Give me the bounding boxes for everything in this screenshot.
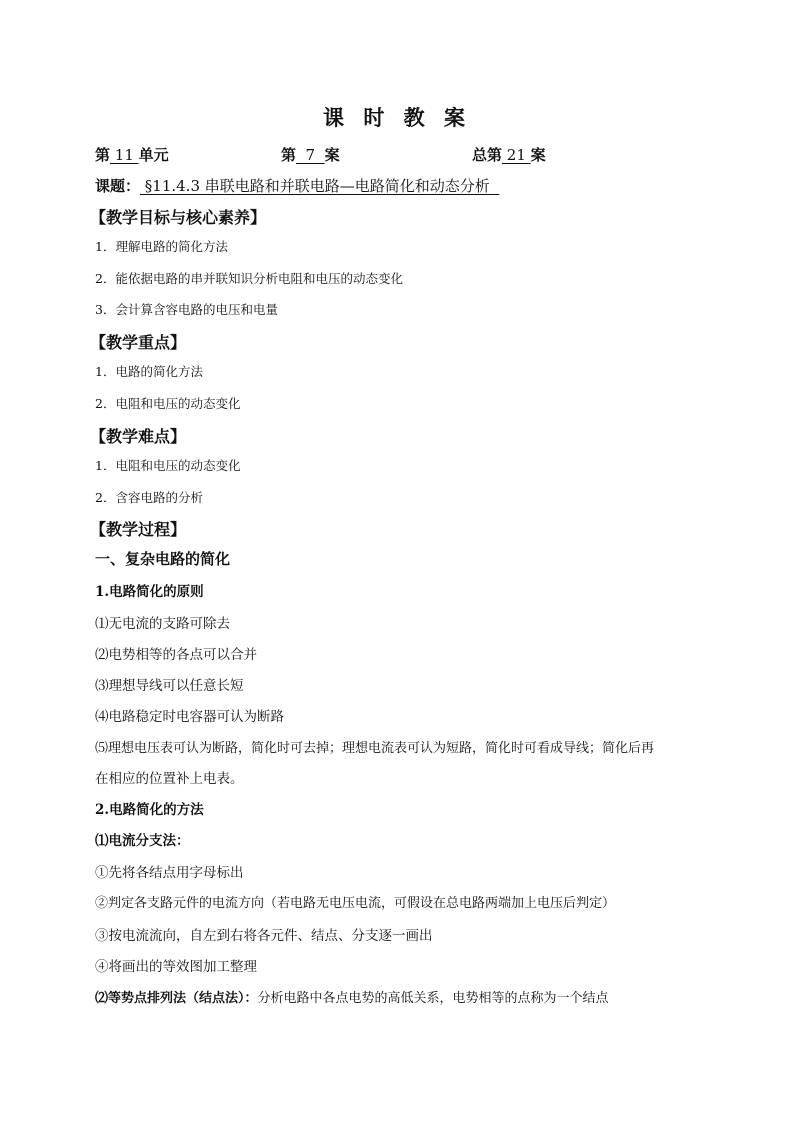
method-2-title: ⑵等势点排列法（结点法）： — [95, 991, 258, 1006]
difficulty-item: 2．含容电路的分析 — [95, 490, 203, 505]
principle-item-continued: 在相应的位置补上电表。 — [95, 771, 244, 787]
lesson-info — [281, 144, 340, 165]
method-1-step: ②判定各支路元件的电流方向（若电路无电压电流，可假设在总电路两端加上电压后判定） — [95, 896, 616, 911]
principle-item: ⑵电势相等的各点可以合并 — [95, 647, 257, 663]
key-point-item: 2．电阻和电压的动态变化 — [95, 396, 241, 411]
goal-item: 2．能依据电路的串并联知识分析电阻和电压的动态变化 — [95, 271, 403, 286]
goal-item: 3．会计算含容电路的电压和电量 — [95, 302, 278, 317]
topic-text: §11.4.3 串联电路和并联电路—电路简化和动态分析 — [140, 177, 500, 195]
total-info — [472, 144, 546, 165]
unit-info — [95, 144, 169, 165]
total-suffix: 案 — [530, 146, 546, 164]
total-number: 21 — [502, 146, 531, 164]
lesson-number: 7 — [296, 146, 325, 164]
lesson-suffix: 案 — [324, 146, 340, 164]
key-point-item: 1．电路的简化方法 — [95, 364, 203, 379]
principle-item: ⑶理想导线可以任意长短 — [95, 678, 244, 694]
lesson-prefix: 第 — [281, 146, 297, 164]
page-title: 课 时 教 案 — [323, 105, 471, 130]
principle-item: ⑷电路稳定时电容器可认为断路 — [95, 709, 284, 725]
method-1-step: ①先将各结点用字母标出 — [95, 865, 244, 881]
total-prefix: 总第 — [472, 146, 503, 164]
principle-item: ⑸理想电压表可认为断路，简化时可去掉；理想电流表可认为短路，简化时可看成导线；简化后再 — [95, 741, 655, 756]
goal-item: 1．理解电路的简化方法 — [95, 239, 228, 254]
methods-title: 2.电路简化的方法 — [95, 802, 204, 818]
goals-heading: 【教学目标与核心素养】 — [90, 208, 267, 227]
process-heading: 【教学过程】 — [90, 520, 187, 539]
method-2-line — [95, 987, 609, 1006]
method-1-step: ③按电流流向，自左到右将各元件、结点、分支逐一画出 — [95, 928, 433, 944]
principles-title: 1.电路简化的原则 — [95, 584, 204, 600]
difficulty-item: 1．电阻和电压的动态变化 — [95, 458, 241, 473]
key-points-heading: 【教学重点】 — [90, 333, 187, 352]
section-1-title: 一、复杂电路的简化 — [95, 550, 231, 568]
unit-suffix: 单元 — [138, 146, 169, 164]
topic-label: 课题： — [95, 177, 141, 195]
unit-prefix: 第 — [95, 146, 111, 164]
method-1-title: ⑴电流分支法： — [95, 833, 190, 849]
unit-number: 11 — [110, 146, 139, 164]
topic-line — [95, 175, 499, 196]
method-1-step: ④将画出的等效图加工整理 — [95, 959, 257, 975]
difficulties-heading: 【教学难点】 — [90, 427, 187, 446]
principle-item: ⑴无电流的支路可除去 — [95, 616, 230, 632]
method-2-text: 分析电路中各点电势的高低关系，电势相等的点称为一个结点 — [257, 991, 609, 1006]
